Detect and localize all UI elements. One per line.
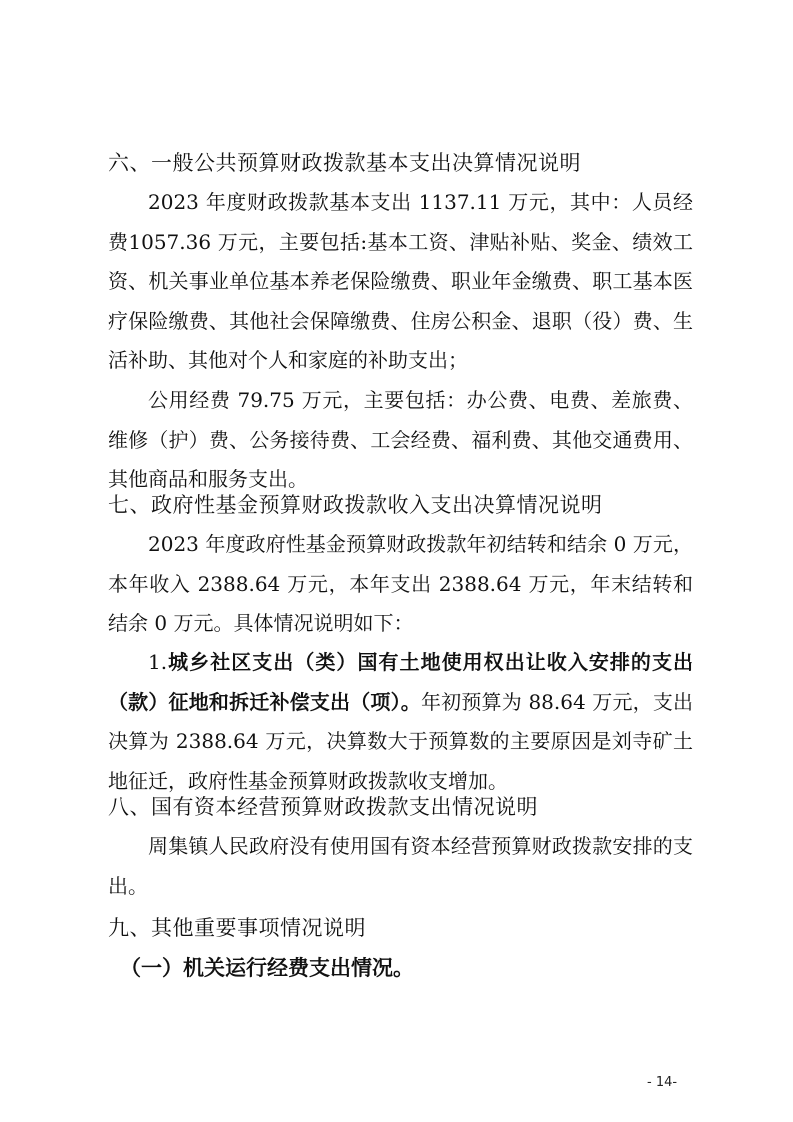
section-six-paragraph-public: 公用经费 79.75 万元，主要包括：办公费、电费、差旅费、维修（护）费、公务接待费、工会经费、福利费、其他交通费用、其他商品和服务支出。 <box>108 388 693 491</box>
page-number: - 14- <box>647 1075 678 1090</box>
section-nine-heading: 九、其他重要事项情况说明 <box>108 916 366 940</box>
section-nine-subheading-one: （一）机关运行经费支出情况。 <box>120 956 414 980</box>
section-six-paragraph-personnel: 2023 年度财政拨款基本支出 1137.11 万元，其中：人员经费1057.36 万元，主要包括:基本工资、津贴补贴、奖金、绩效工资、机关事业单位基本养老保险缴费、职业年金缴费、职工基本医疗保险缴费、其他社会保障缴费、住房公积金、退职（役）费、生活补助、其他对个人和家庭的补助支出； <box>108 190 693 372</box>
item-one-text: 年初预算为 88.64 万元，支出决算为 2388.64 万元，决算数大于预算数的主要原因是刘寺矿土地征迁，政府性基金预算财政拨款收支增加。 <box>108 689 693 793</box>
section-six-heading: 六、一般公共预算财政拨款基本支出决算情况说明 <box>108 151 581 175</box>
section-seven-heading: 七、政府性基金预算财政拨款收入支出决算情况说明 <box>108 493 603 517</box>
section-seven-item-one <box>108 643 693 801</box>
section-eight-paragraph: 周集镇人民政府没有使用国有资本经营预算财政拨款安排的支出。 <box>108 834 693 898</box>
item-one-title: 城乡社区支出（类）国有土地使用权出让收入安排的支出（款）征地和拆迁补偿支出（项）。 <box>108 650 693 714</box>
section-eight-heading: 八、国有资本经营预算财政拨款支出情况说明 <box>108 795 538 819</box>
section-seven-paragraph-summary: 2023 年度政府性基金预算财政拨款年初结转和结余 0 万元，本年收入 2388.64 万元，本年支出 2388.64 万元，年末结转和结余 0 万元。具体情况说明如下： <box>108 532 693 635</box>
item-one-number: 1. <box>148 650 168 674</box>
